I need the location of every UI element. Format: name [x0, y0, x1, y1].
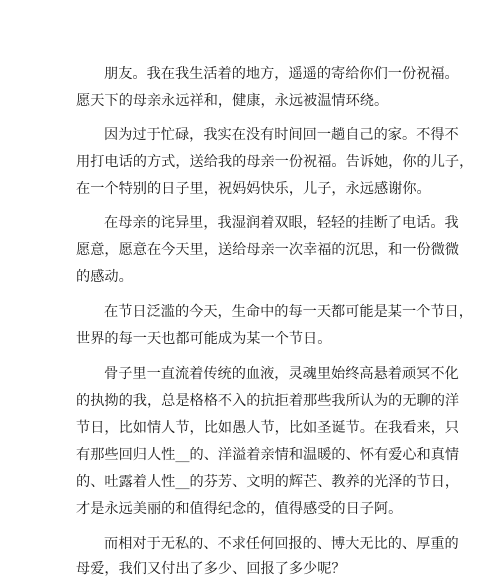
text-line: 愿意，愿意在今天里，送给母亲一次幸福的沉思，和一份微微: [76, 242, 460, 258]
text-line: 母爱，我们又付出了多少、回报了多少呢？: [76, 561, 346, 577]
text-line: 有那些回归人性__的、洋溢着亲情和温暖的、怀有爱心和真情: [76, 447, 460, 463]
text-line: 用打电话的方式，送给我的母亲一份祝福。告诉她，你的儿子，: [76, 154, 474, 170]
text-line: 在一个特别的日子里，祝妈妈快乐，儿子，永远感谢你。: [76, 181, 431, 197]
text-line: 才是永远美丽的和值得纪念的，值得感受的日子阿。: [76, 501, 403, 517]
text-line: 愿天下的母亲永远祥和，健康，永远被温情环绕。: [76, 93, 389, 109]
text-line: 世界的每一天也都可能成为某一个节日。: [76, 331, 332, 347]
text-line: 因为过于忙碌，我实在没有时间回一趟自己的家。不得不: [104, 127, 459, 143]
text-line: 的执拗的我，总是格格不入的抗拒着那些我所认为的无聊的洋: [76, 393, 460, 409]
text-line: 节日，比如情人节，比如愚人节，比如圣诞节。在我看来，只: [76, 420, 460, 436]
text-line: 骨子里一直流着传统的血液，灵魂里始终高悬着顽冥不化: [104, 366, 459, 382]
text-line: 朋友。我在我生活着的地方，遥遥的寄给你们一份祝福。: [104, 66, 459, 82]
text-line: 的、吐露着人性__的芬芳、文明的辉芒、教养的光泽的节日，: [76, 474, 460, 490]
text-line: 在节日泛滥的今天，生命中的每一天都可能是某一个节日，: [104, 304, 473, 320]
text-line: 在母亲的诧异里，我湿润着双眼，轻轻的挂断了电话。我: [104, 215, 459, 231]
text-line: 而相对于无私的、不求任何回报的、博大无比的、厚重的: [104, 536, 459, 552]
text-line: 的感动。: [76, 269, 133, 285]
